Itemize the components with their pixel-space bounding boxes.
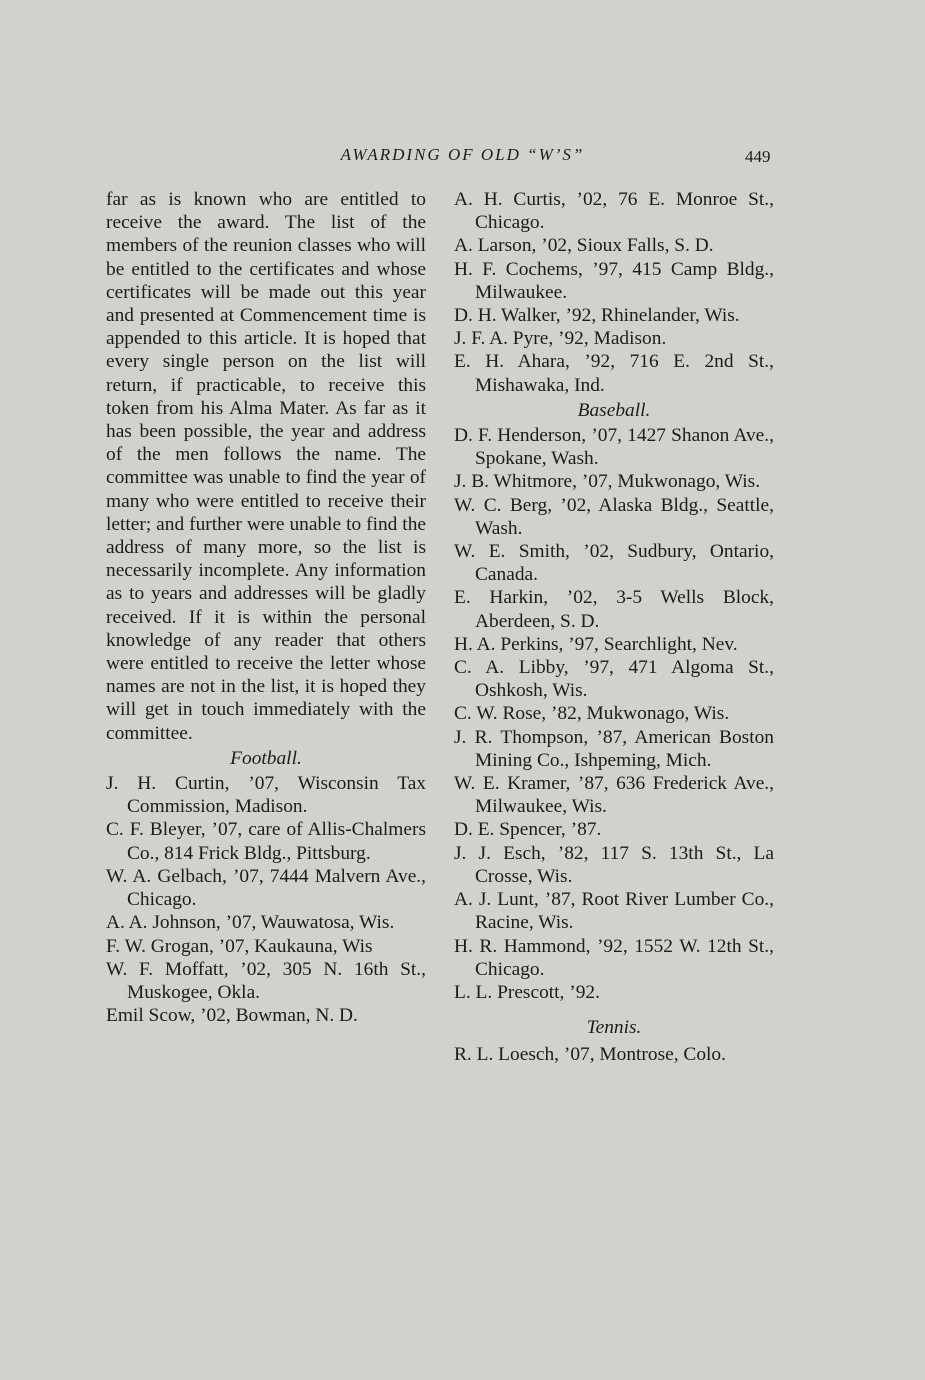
tennis-heading: Tennis. bbox=[586, 1017, 642, 1039]
list-item: C. W. Rose, ’82, Mukwonago, Wis. bbox=[454, 703, 730, 725]
list-item: E. Harkin, ’02, 3-5 Wells Block, Aberdeen, S. D. bbox=[454, 587, 774, 632]
list-item: W. E. Kramer, ’87, 636 Frederick Ave., Milwaukee, Wis. bbox=[454, 773, 774, 818]
right-column bbox=[454, 188, 774, 1067]
list-item: Emil Scow, ’02, Bowman, N. D. bbox=[106, 1005, 358, 1027]
list-item: H. A. Perkins, ’97, Searchlight, Nev. bbox=[454, 633, 738, 655]
list-item: W. F. Moffatt, ’02, 305 N. 16th St., Muskogee, Okla. bbox=[106, 958, 426, 1003]
list-item: J. R. Thompson, ’87, American Boston Mining Co., Ishpeming, Mich. bbox=[454, 726, 774, 771]
intro-paragraph: far as is known who are entitled to receive the award. The list of the members of the reunion classes who will be entitled to the certificates and whose certificates will be made out this year and presented at Commencement time is appended to this article. It is hoped that every single person on the list will return, if practicable, to receive this token from his Alma Mater. As far as it has been possible, the year and address of the men follows the name. The committee was unable to find the year of many who were entitled to receive their letter; and further were unable to find the address of many more, so the list is necessarily incomplete. Any information as to years and addresses will be gladly received. If it is within the personal knowledge of any reader that others were entitled to receive the letter whose names are not in the list, it is hoped they will get in touch immediately with the committee. bbox=[106, 189, 426, 744]
list-item: A. Larson, ’02, Sioux Falls, S. D. bbox=[454, 235, 714, 257]
list-item: A. H. Curtis, ’02, 76 E. Monroe St., Chicago. bbox=[454, 189, 774, 234]
list-item: C. F. Bleyer, ’07, care of Allis-Chalmers Co., 814 Frick Bldg., Pittsburg. bbox=[106, 819, 426, 864]
list-item: W. E. Smith, ’02, Sudbury, Ontario, Canada. bbox=[454, 541, 774, 586]
list-item: H. R. Hammond, ’92, 1552 W. 12th St., Chicago. bbox=[454, 935, 774, 980]
list-item: D. E. Spencer, ’87. bbox=[454, 819, 602, 841]
football-heading: Football. bbox=[230, 747, 302, 769]
list-item: W. C. Berg, ’02, Alaska Bldg., Seattle, Wash. bbox=[454, 494, 774, 539]
list-item: J. B. Whitmore, ’07, Mukwonago, Wis. bbox=[454, 471, 761, 493]
list-item: A. A. Johnson, ’07, Wauwatosa, Wis. bbox=[106, 912, 395, 934]
list-item: D. F. Henderson, ’07, 1427 Shanon Ave., Spokane, Wash. bbox=[454, 425, 774, 470]
list-item: C. A. Libby, ’97, 471 Algoma St., Oshkosh, Wis. bbox=[454, 657, 774, 702]
list-item: W. A. Gelbach, ’07, 7444 Malvern Ave., Chicago. bbox=[106, 865, 426, 911]
list-item: R. L. Loesch, ’07, Montrose, Colo. bbox=[454, 1044, 726, 1066]
list-item: L. L. Prescott, ’92. bbox=[454, 981, 600, 1003]
left-column bbox=[106, 188, 426, 1027]
running-head: AWARDING OF OLD “W’S” bbox=[340, 145, 585, 164]
list-item: J. H. Curtin, ’07, Wisconsin Tax Commission, Madison. bbox=[106, 773, 426, 818]
list-item: H. F. Cochems, ’97, 415 Camp Bldg., Milwaukee. bbox=[454, 258, 774, 303]
list-item: A. J. Lunt, ’87, Root River Lumber Co., Racine, Wis. bbox=[454, 889, 774, 934]
list-item: J. J. Esch, ’82, 117 S. 13th St., La Crosse, Wis. bbox=[454, 842, 774, 887]
list-item: E. H. Ahara, ’92, 716 E. 2nd St., Mishawaka, Ind. bbox=[454, 351, 774, 396]
list-item: J. F. A. Pyre, ’92, Madison. bbox=[454, 328, 667, 350]
page-number: 449 bbox=[745, 147, 771, 166]
baseball-heading: Baseball. bbox=[577, 399, 651, 421]
list-item: D. H. Walker, ’92, Rhinelander, Wis. bbox=[454, 305, 740, 327]
list-item: F. W. Grogan, ’07, Kaukauna, Wis bbox=[106, 935, 373, 957]
